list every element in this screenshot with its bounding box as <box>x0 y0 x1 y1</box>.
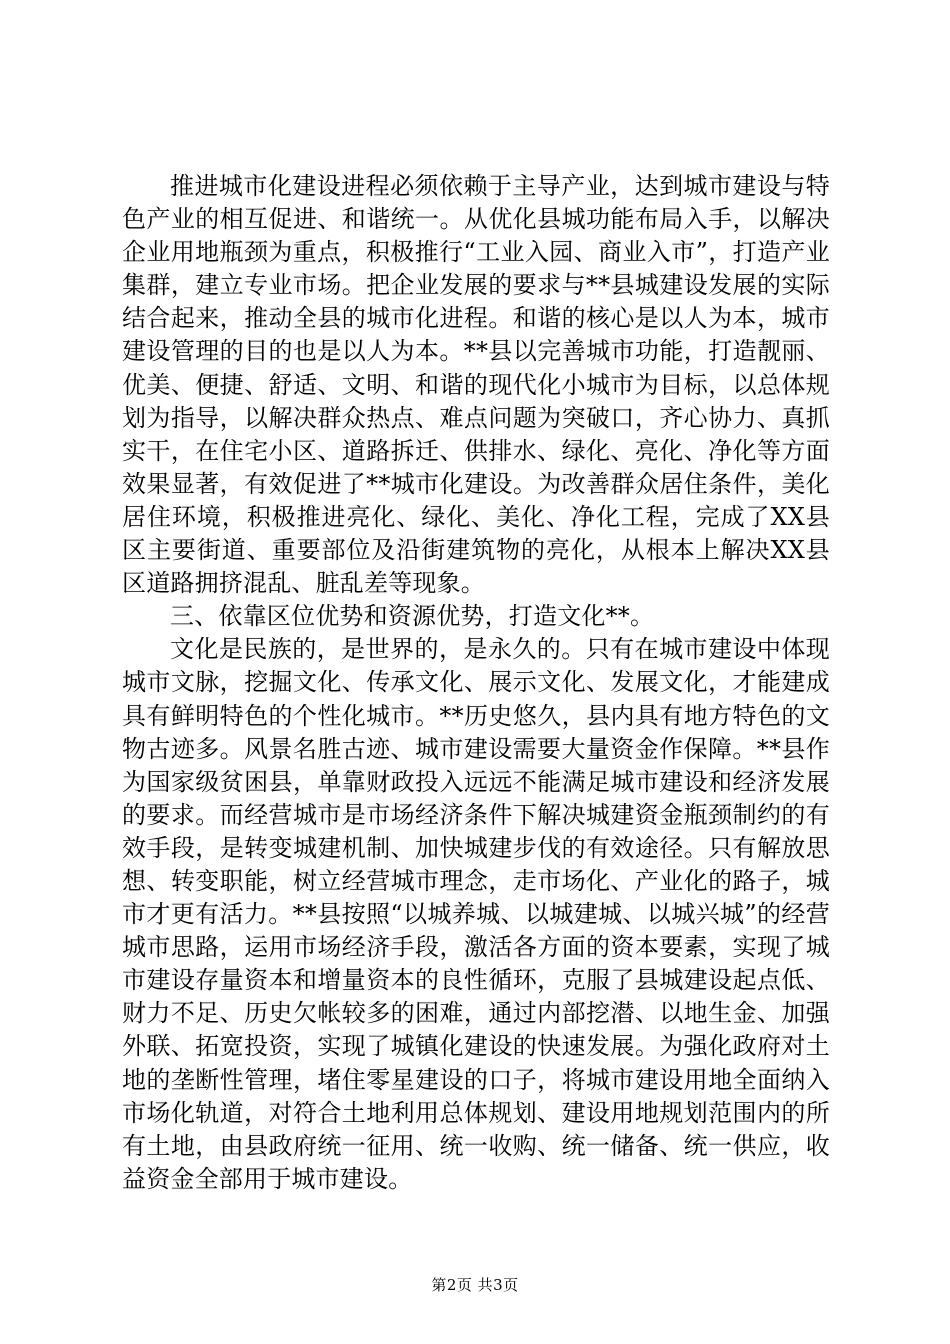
section-heading-culture: 三、依靠区位优势和资源优势，打造文化**。 <box>170 602 655 631</box>
paragraph-urbanization: 推进城市化建设进程必须依赖于主导产业，达到城市建设与特色产业的相互促进、和谐统一。从优化县城功能布局入手，以解决企业用地瓶颈为重点，积极推行“工业入园、商业入市”，打造产业集群，建立专业市场。把企业发展的要求与**县城建设发展的实际结合起来，推动全县的城市化进程。和谐的核心是以人为本，城市建设管理的目的也是以人为本。**县以完善城市功能，打造靓丽、优美、便捷、舒适、文明、和谐的现代化小城市为目标，以总体规划为指导，以解决群众热点、难点问题为突破口，齐心协力、真抓实干，在住宅小区、道路拆迁、供排水、绿化、亮化、净化等方面效果显著，有效促进了**城市化建设。为改善群众居住条件，美化居住环境，积极推进亮化、绿化、美化、净化工程，完成了XX县区主要街道、重要部位及沿街建筑物的亮化，从根本上解决XX县区道路拥挤混乱、脏乱差等现象。 <box>122 172 830 598</box>
paragraph-culture: 文化是民族的，是世界的，是永久的。只有在城市建设中体现城市文脉，挖掘文化、传承文化、展示文化、发展文化，才能建成具有鲜明特色的个性化城市。**历史悠久，县内具有地方特色的文物古迹多。风景名胜古迹、城市建设需要大量资金作保障。**县作为国家级贫困县，单靠财政投入远远不能满足城市建设和经济发展的要求。而经营城市是市场经济条件下解决城建资金瓶颈制约的有效手段，是转变城建机制、加快城建步伐的有效途径。只有解放思想、转变职能，树立经营城市理念，走市场化、产业化的路子，城市才更有活力。**县按照“以城养城、以城建城、以城兴城”的经营城市思路，运用市场经济手段，激活各方面的资本要素，实现了城市建设存量资本和增量资本的良性循环，克服了县城建设起点低、财力不足、历史欠帐较多的困难，通过内部挖潜、以地生金、加强外联、拓宽投资，实现了城镇化建设的快速发展。为强化政府对土地的垄断性管理，堵住零星建设的口子，将城市建设用地全面纳入市场化轨道，对符合土地利用总体规划、建设用地规划范围内的所有土地，由县政府统一征用、统一收购、统一储备、统一供应，收益资金全部用于城市建设。 <box>122 635 830 1193</box>
page-number-footer: 第2页 共3页 <box>431 1276 519 1294</box>
body-text <box>122 170 830 1196</box>
